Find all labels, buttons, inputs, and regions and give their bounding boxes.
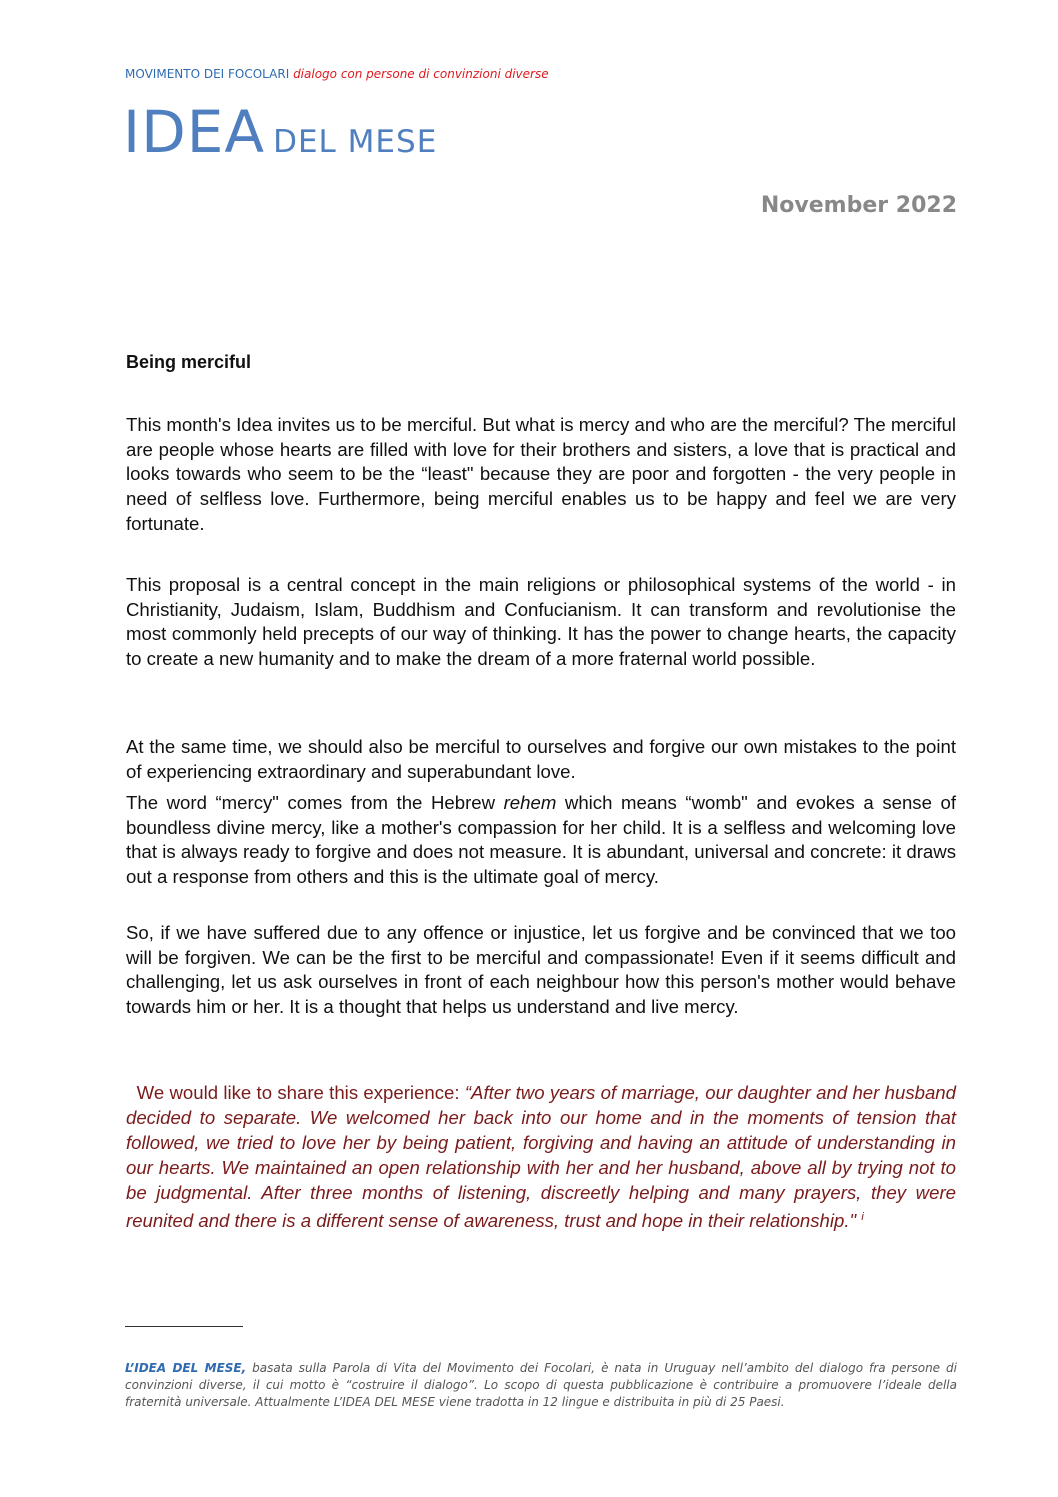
header-line (125, 67, 549, 81)
organization-name: MOVIMENTO DEI FOCOLARI (125, 67, 290, 81)
masthead (123, 98, 437, 166)
paragraph-1: This month's Idea invites us to be merciful. But what is mercy and who are the merciful? The merciful are people whose hearts are filled with love for their brothers and sisters, a love that is practical and looks towards who seem to be the “least" because they are poor and forgotten - the very people in need of selfless love. Furthermore, being merciful enables us to be happy and feel we are very fortunate. (126, 414, 956, 534)
experience-block (126, 1080, 956, 1233)
masthead-idea: IDEA (123, 98, 266, 166)
paragraph-4 (126, 791, 956, 890)
masthead-del-mese: DEL MESE (273, 124, 438, 160)
experience-quote: “After two years of marriage, our daughter and her husband decided to separate. We welcomed her back into our home and in the moments of tension that followed, we tried to love her by being patient, forgiving and having an attitude of understanding in our hearts. We maintained an open relationship with her and her husband, above all by trying not to be judgmental. After three months of listening, discreetly helping and many prayers, they were reunited and there is a different sense of awareness, trust and hope in their relationship." (126, 1082, 956, 1232)
document-title: Being merciful (126, 352, 252, 372)
footnote-mark: i (861, 1211, 864, 1223)
footnote-divider (125, 1326, 243, 1327)
paragraph-2: This proposal is a central concept in the main religions or philosophical systems of the world - in Christianity, Judaism, Islam, Buddhism and Confucianism. It can transform and revolutionise the most commonly held precepts of our way of thinking. It has the power to change hearts, the capacity to create a new humanity and to make the dream of a more fraternal world possible. (126, 574, 956, 670)
paragraph-4-before: The word “mercy" comes from the Hebrew (126, 792, 504, 813)
paragraph-5: So, if we have suffered due to any offence or injustice, let us forgive and be convinced that we too will be forgiven. We can be the first to be merciful and compassionate! Even if it seems difficult and challenging, let us ask ourselves in front of each neighbour how this person's mother would behave towards him or her. It is a thought that helps us understand and live mercy. (126, 922, 956, 1018)
header-tagline: dialogo con persone di convinzioni diverse (293, 67, 549, 81)
issue-date: November 2022 (760, 193, 957, 218)
footer-note (125, 1360, 957, 1411)
experience-intro: We would like to share this experience: (126, 1082, 465, 1103)
paragraph-4-after: which means “womb" and evokes a sense of boundless divine mercy, like a mother's compassion for her child. It is a selfless and welcoming love that is always ready to forgive and does not measure. It is abundant, universal and concrete: it draws out a response from others and this is the ultimate goal of mercy. (126, 792, 957, 888)
paragraph-3: At the same time, we should also be merciful to ourselves and forgive our own mistakes to the point of experiencing extraordinary and superabundant love. (126, 736, 956, 782)
footer-text: basata sulla Parola di Vita del Movimento dei Focolari, è nata in Uruguay nell’ambito del dialogo fra persone di convinzioni diverse, il cui motto è “costruire il dialogo”. Lo scopo di questa pubblicazione è contribuire a promuovere l’ideale della fraternità universale. Attualmente L’IDEA DEL MESE viene tradotta in 12 lingue e distribuita in più di 25 Paesi. (125, 1361, 957, 1409)
hebrew-term: rehem (503, 792, 557, 813)
footer-brand: L’IDEA DEL MESE, (125, 1361, 247, 1375)
